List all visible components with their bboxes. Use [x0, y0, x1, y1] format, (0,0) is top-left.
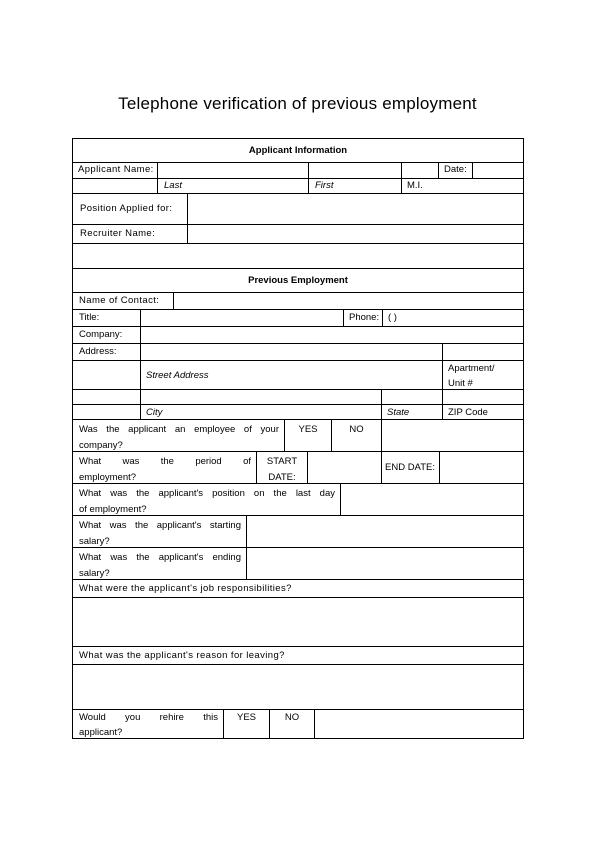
first-name-field[interactable] [308, 163, 401, 178]
first-sublabel: First [308, 179, 401, 193]
last-position-row [72, 484, 524, 516]
was-employee-no[interactable]: NO [331, 420, 381, 451]
city-field[interactable] [140, 390, 381, 404]
recruiter-field[interactable] [187, 225, 523, 243]
starting-salary-line-1: What was the applicant's starting [79, 520, 241, 531]
was-employee-line-1: Was the applicant an employee of your [79, 424, 279, 435]
mi-field[interactable] [401, 163, 438, 178]
company-row [72, 327, 524, 344]
rehire-question [73, 710, 223, 738]
contact-row [72, 293, 524, 310]
zip-field[interactable] [442, 390, 523, 404]
last-position-line-1: What was the applicant's position on the last day [79, 488, 335, 499]
ending-salary-field[interactable] [246, 548, 523, 579]
address-row [72, 344, 524, 361]
rehire-row [72, 710, 524, 739]
reason-question: What was the applicant's reason for leaving? [79, 649, 285, 661]
phone-label: Phone: [343, 310, 382, 326]
address-label: Address: [79, 346, 117, 357]
was-employee-question [73, 420, 284, 451]
city-sublabel: City [140, 405, 381, 419]
name-sublabel-spacer [73, 179, 157, 193]
mi-sublabel: M.I. [401, 179, 523, 193]
start-date-field[interactable] [307, 452, 381, 483]
position-applied-field[interactable] [187, 194, 523, 224]
apartment-line-1: Apartment/ [448, 363, 495, 374]
street-row [72, 361, 524, 390]
last-position-field[interactable] [340, 484, 523, 515]
period-question [73, 452, 256, 483]
starting-salary-question [73, 516, 246, 547]
recruiter-label: Recruiter Name: [80, 228, 156, 239]
previous-employment-header: Previous Employment [248, 274, 348, 286]
address-line-field[interactable] [140, 344, 442, 360]
period-row [72, 452, 524, 484]
phone-field[interactable]: ( ) [382, 310, 523, 326]
applicant-info-header: Applicant Information [248, 144, 348, 156]
start-date-line-2: DATE: [268, 472, 296, 483]
street-spacer [73, 361, 140, 389]
starting-salary-field[interactable] [246, 516, 523, 547]
applicant-name-row [72, 163, 524, 179]
start-date-line-1: START [266, 456, 298, 467]
title-phone-row [72, 310, 524, 327]
company-label: Company: [79, 329, 123, 340]
was-employee-notes-field[interactable] [381, 420, 523, 451]
date-field[interactable] [472, 163, 523, 178]
contact-field[interactable] [173, 293, 523, 309]
page-title: Telephone verification of previous employment [118, 94, 477, 113]
end-date-label: END DATE: [381, 452, 439, 483]
last-position-line-2: of employment? [79, 504, 147, 515]
was-employee-line-2: company? [79, 440, 123, 451]
position-applied-row [72, 194, 524, 225]
applicant-name-label: Applicant Name: [78, 164, 154, 175]
ending-salary-line-2: salary? [79, 568, 110, 579]
rehire-line-2: applicant? [79, 727, 123, 738]
last-position-question [73, 484, 340, 515]
period-line-2: employment? [79, 472, 137, 483]
was-employee-row [72, 420, 524, 452]
zip-sublabel: ZIP Code [442, 405, 523, 419]
state-field[interactable] [381, 390, 442, 404]
last-sublabel: Last [157, 179, 308, 193]
ending-salary-line-1: What was the applicant's ending [79, 552, 241, 563]
address-extra-field[interactable] [442, 344, 523, 360]
starting-salary-row [72, 516, 524, 548]
city-state-zip-fields-row [72, 390, 524, 405]
blank-row [72, 244, 524, 269]
ending-salary-row [72, 548, 524, 580]
apartment-sublabel [442, 361, 523, 389]
apartment-line-2: Unit # [448, 378, 473, 389]
starting-salary-line-2: salary? [79, 536, 110, 547]
title-field[interactable] [140, 310, 343, 326]
state-sublabel: State [381, 405, 442, 419]
reason-row [72, 647, 524, 665]
period-line-1: What was the period of [79, 456, 251, 467]
street-address-sublabel: Street Address [140, 361, 442, 389]
city-spacer [73, 390, 140, 404]
was-employee-yes[interactable]: YES [284, 420, 331, 451]
rehire-line-1: Would you rehire this [79, 712, 218, 723]
company-field[interactable] [140, 327, 523, 343]
name-sublabels-row [72, 179, 524, 194]
rehire-notes-field[interactable] [314, 710, 523, 738]
ending-salary-question [73, 548, 246, 579]
applicant-info-header-row [72, 138, 524, 163]
rehire-yes[interactable]: YES [223, 710, 269, 738]
date-label: Date: [438, 163, 472, 178]
reason-answer[interactable] [72, 665, 524, 710]
start-date-label [256, 452, 307, 483]
city-state-zip-labels-row [72, 405, 524, 420]
verification-form [72, 138, 524, 739]
last-name-field[interactable] [157, 163, 308, 178]
contact-label: Name of Contact: [79, 295, 160, 306]
responsibilities-question: What were the applicant's job responsibilities? [79, 582, 292, 594]
responsibilities-answer[interactable] [72, 598, 524, 647]
rehire-no[interactable]: NO [269, 710, 314, 738]
position-applied-label: Position Applied for: [80, 203, 173, 214]
end-date-field[interactable] [439, 452, 523, 483]
city-label-spacer [73, 405, 140, 419]
recruiter-row [72, 225, 524, 244]
responsibilities-row [72, 580, 524, 598]
title-label: Title: [79, 312, 100, 323]
previous-employment-header-row [72, 269, 524, 293]
